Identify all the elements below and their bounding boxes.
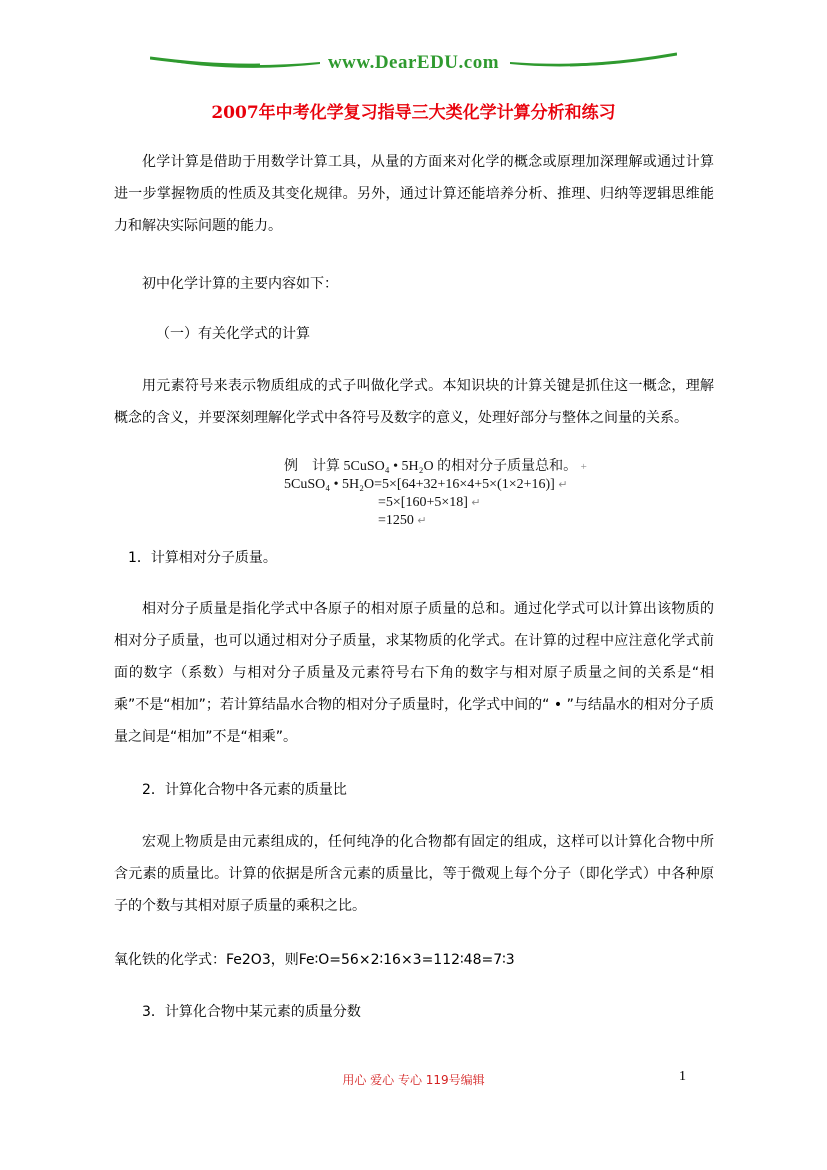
- page-footer: 用心 爱心 专心 119号编辑: [342, 1073, 485, 1087]
- example-line: =1250 ↵: [378, 513, 427, 528]
- example-line: =5×[160+5×18] ↵: [378, 495, 481, 510]
- page-header: [150, 50, 677, 78]
- section-paragraph: 用元素符号来表示物质组成的式子叫做化学式。本知识块的计算关键是抓住这一概念，理解概念的含义，并要深刻理解化学式中各符号及数字的意义，处理好部分与整体之间量的关系。: [114, 378, 714, 426]
- example-formula-image: [284, 458, 614, 530]
- end-mark: +: [580, 461, 587, 473]
- example-line: 例 计算 5CuSO₄ • 5H₂O 的相对分子质量总和。 +: [284, 459, 587, 474]
- item-heading: 2．计算化合物中各元素的质量比: [142, 782, 347, 798]
- intro-paragraph: 化学计算是借助于用数学计算工具，从量的方面来对化学的概念或原理加深理解或通过计算进一步掌握物质的性质及其变化规律。另外，通过计算还能培养分析、推理、归纳等逻辑思维能力和解决实际问题的能力。: [114, 154, 714, 234]
- site-url: www.DearEDU.com: [327, 52, 500, 73]
- page-number: 1: [679, 1069, 686, 1084]
- section-heading: （一）有关化学式的计算: [156, 326, 310, 342]
- item-paragraph: 相对分子质量是指化学式中各原子的相对原子质量的总和。通过化学式可以计算出该物质的相对分子质量，也可以通过相对分子质量，求某物质的化学式。在计算的过程中应注意化学式前面的数字（系数）与相对分子质量及元素符号右下角的数字与相对原子质量之间的关系是“相乘”不是“相加”；若计算结晶水合物的相对分子质量时，化学式中间的“ • ”与结晶水的相对分子质量之间是“相加”不是“相乘”。: [114, 601, 714, 745]
- example-line: 5CuSO₄ • 5H₂O=5×[64+32+16×4+5×(1×2+16)] ↵: [284, 477, 568, 492]
- main-content-line: 初中化学计算的主要内容如下：: [142, 276, 338, 292]
- item-paragraph: 宏观上物质是由元素组成的，任何纯净的化合物都有固定的组成，这样可以计算化合物中所含元素的质量比。计算的依据是所含元素的质量比，等于微观上每个分子（即化学式）中各种原子的个数与其相对原子质量的乘积之比。: [114, 834, 714, 914]
- example-line: 氧化铁的化学式：Fe2O3，则Fe∶O=56×2∶16×3=112∶48=7∶3: [114, 952, 515, 968]
- return-mark: ↵: [558, 479, 568, 491]
- document-title: 2007年中考化学复习指导三大类化学计算分析和练习: [211, 103, 616, 123]
- return-mark: ↵: [471, 497, 481, 509]
- item-heading: 1．计算相对分子质量。: [128, 550, 277, 566]
- return-mark: ↵: [417, 515, 427, 527]
- item-heading: 3．计算化合物中某元素的质量分数: [142, 1004, 361, 1020]
